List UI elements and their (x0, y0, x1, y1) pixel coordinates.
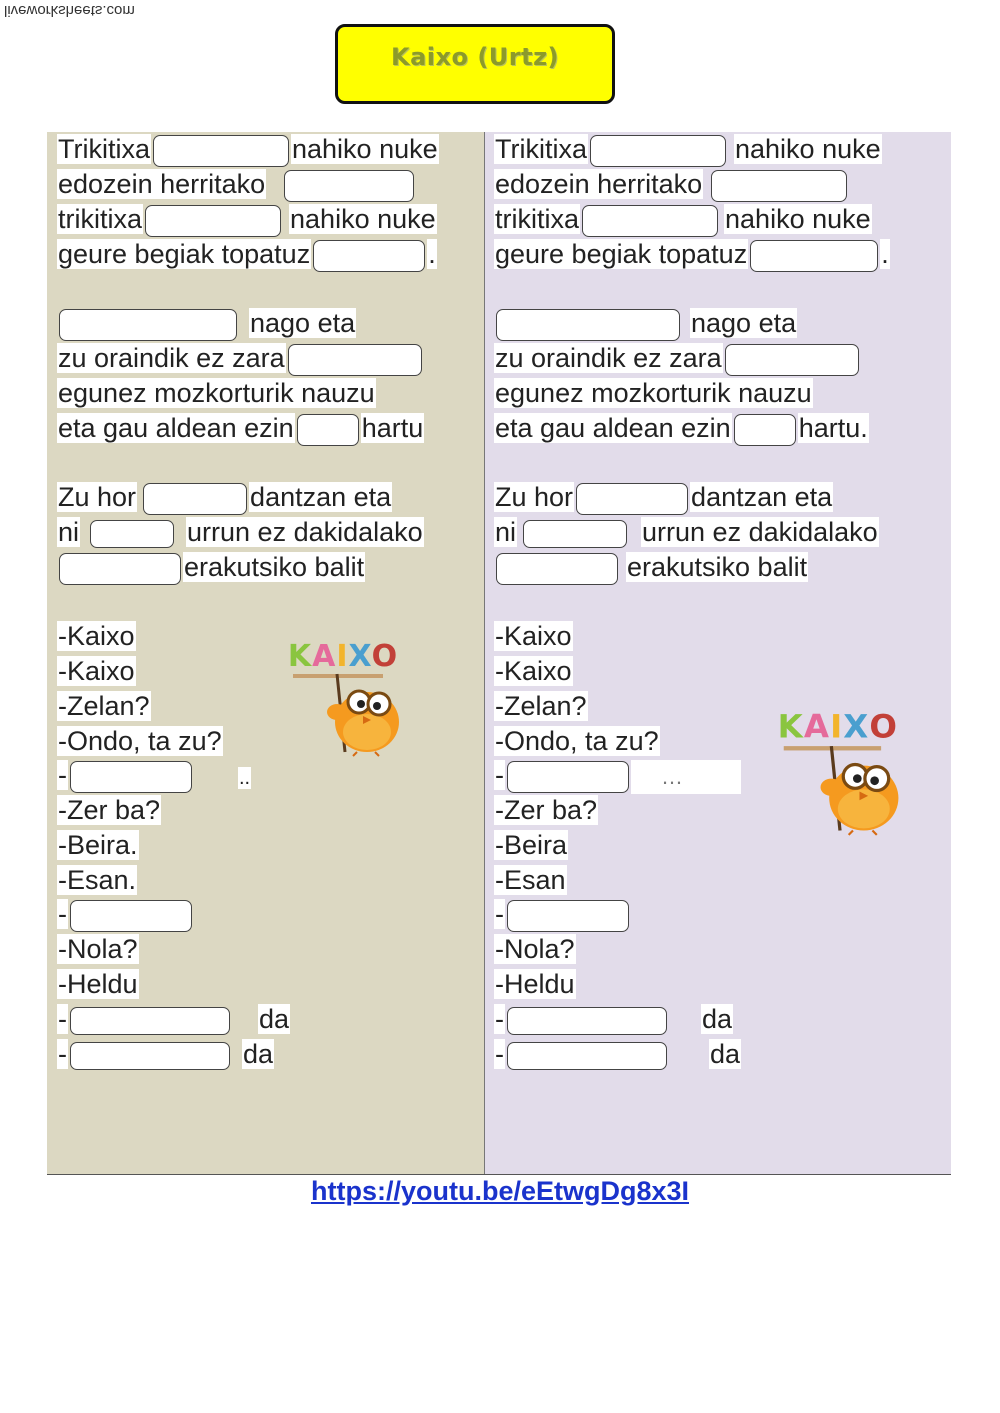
verse-line (494, 515, 879, 549)
answer-input[interactable] (725, 344, 859, 376)
verse-text: nahiko nuke (735, 134, 881, 164)
dialog-text: - (58, 760, 67, 790)
answer-input[interactable] (70, 900, 192, 932)
answer-input[interactable] (507, 1042, 667, 1070)
verse-text: hartu. (798, 413, 868, 443)
dialog-text: da (702, 1004, 733, 1034)
kaixo-sign-text: KAIXO (287, 639, 399, 674)
verse-line (57, 376, 376, 410)
dialog-text: - (58, 1004, 67, 1034)
answer-input[interactable] (507, 761, 629, 793)
verse-text: dantzan eta (691, 482, 833, 512)
dialog-text: -Heldu (495, 969, 575, 999)
watermark: liveworksheets.com (4, 2, 135, 19)
dialog-text: -Kaixo (58, 656, 135, 686)
dialog-text: -Ondo, ta zu? (495, 726, 659, 756)
dialog-line (494, 619, 573, 653)
dialog-text: da (710, 1039, 741, 1069)
answer-input[interactable] (590, 135, 726, 167)
verse-text: zu oraindik ez zara (58, 343, 285, 373)
dialog-line (57, 1002, 290, 1036)
dialog-line (57, 689, 151, 723)
answer-input[interactable] (576, 483, 688, 515)
youtube-link[interactable]: https://youtu.be/eEtwgDg8x3I (310, 1176, 690, 1206)
verse-text: geure begiak topatuz (58, 239, 311, 269)
verse-line (494, 480, 833, 514)
title-box (335, 24, 615, 104)
verse-line (57, 167, 416, 201)
verse-text: ni (58, 517, 80, 547)
verse-line (494, 550, 808, 584)
verse-line (494, 237, 890, 271)
dialog-text: -Esan. (58, 865, 137, 895)
bottom-rule (47, 1174, 951, 1175)
answer-input[interactable] (153, 135, 289, 167)
dialog-text: -Heldu (58, 969, 138, 999)
verse-text: nago eta (250, 308, 356, 338)
dialog-text: da (259, 1004, 290, 1034)
dialog-line (494, 689, 588, 723)
dialog-line (494, 793, 598, 827)
dialog-text: .. (239, 767, 251, 789)
answer-input[interactable] (59, 553, 181, 585)
verse-text: trikitixa (58, 204, 143, 234)
verse-text: eta gau aldean ezin (58, 413, 294, 443)
dialog-line (494, 654, 573, 688)
column-divider (484, 132, 485, 1174)
verse-text: dantzan eta (250, 482, 392, 512)
answer-input[interactable] (70, 1007, 230, 1035)
dialog-line (494, 1037, 741, 1071)
verse-text: Trikitixa (58, 134, 150, 164)
dialog-line (57, 654, 136, 688)
verse-text: eta gau aldean ezin (495, 413, 731, 443)
dialog-text: - (495, 1004, 504, 1034)
verse-text: erakutsiko balit (627, 552, 808, 582)
answer-input[interactable] (145, 205, 281, 237)
dialog-line (494, 897, 631, 931)
dialog-text: - (58, 899, 67, 929)
dialog-text: -Zer ba? (495, 795, 598, 825)
verse-line (494, 167, 849, 201)
verse-text: nago eta (691, 308, 797, 338)
verse-line (57, 132, 439, 166)
verse-line (494, 411, 869, 445)
dialog-text: -Beira (495, 830, 568, 860)
verse-text: geure begiak topatuz (495, 239, 748, 269)
dialog-line (494, 724, 660, 758)
verse-line (57, 237, 437, 271)
dialog-line (57, 932, 139, 966)
dialog-line (57, 724, 223, 758)
dialog-line (57, 793, 161, 827)
dialog-text: -Nola? (495, 934, 575, 964)
verse-line (57, 202, 437, 236)
verse-text: ni (495, 517, 517, 547)
dialog-line (494, 758, 741, 792)
answer-input[interactable] (288, 344, 422, 376)
verse-text: egunez mozkorturik nauzu (495, 378, 812, 408)
dialog-line (57, 863, 137, 897)
verse-line (57, 341, 424, 375)
answer-input[interactable] (711, 170, 847, 202)
answer-input[interactable] (734, 414, 796, 446)
dialog-line (494, 828, 568, 862)
dialog-line (494, 1002, 733, 1036)
dialog-text: -Ondo, ta zu? (58, 726, 222, 756)
answer-input[interactable] (523, 520, 627, 548)
verse-text: . (428, 239, 436, 269)
verse-line (57, 515, 424, 549)
answer-input[interactable] (496, 309, 680, 341)
verse-text: hartu (361, 413, 424, 443)
dialog-text: -Beira. (58, 830, 138, 860)
verse-line (494, 202, 872, 236)
dialog-line (57, 758, 251, 792)
answer-input[interactable] (496, 553, 618, 585)
chick-mascot-image (285, 636, 405, 763)
verse-line (494, 341, 861, 375)
verse-text: . (881, 239, 889, 269)
page-title: Kaixo (Urtz) (390, 43, 560, 71)
verse-text: urrun ez dakidalako (187, 517, 423, 547)
verse-text: trikitixa (495, 204, 580, 234)
answer-input[interactable] (90, 520, 174, 548)
answer-input[interactable] (507, 1007, 667, 1035)
dialog-line (494, 863, 567, 897)
dialog-text: - (58, 1039, 67, 1069)
verse-line (494, 132, 882, 166)
verse-text: Trikitixa (495, 134, 587, 164)
dialog-line (57, 619, 136, 653)
dialog-text: -Nola? (58, 934, 138, 964)
dialog-line (57, 1037, 274, 1071)
dialog-text: -Esan (495, 865, 566, 895)
answer-input[interactable] (313, 240, 425, 272)
verse-line (57, 480, 392, 514)
verse-line (57, 411, 424, 445)
answer-input[interactable] (750, 240, 878, 272)
answer-input[interactable] (284, 170, 414, 202)
answer-input[interactable] (70, 761, 192, 793)
dialog-text: da (243, 1039, 274, 1069)
answer-input[interactable] (143, 483, 247, 515)
verse-text: edozein herritako (495, 169, 703, 199)
answer-input[interactable] (70, 1042, 230, 1070)
verse-line (57, 306, 356, 340)
dialog-text: -Kaixo (495, 656, 572, 686)
verse-text: Zu hor (495, 482, 574, 512)
verse-text: egunez mozkorturik nauzu (58, 378, 375, 408)
dialog-line (57, 828, 139, 862)
dialog-line (57, 967, 139, 1001)
verse-text: Zu hor (58, 482, 137, 512)
dialog-text: - (495, 760, 504, 790)
verse-line (57, 550, 365, 584)
dialog-text: -Kaixo (58, 621, 135, 651)
kaixo-sign-text: KAIXO (777, 707, 899, 746)
chick-mascot-image (775, 705, 905, 842)
verse-text: urrun ez dakidalako (642, 517, 878, 547)
dialog-line (57, 897, 194, 931)
verse-line (494, 376, 813, 410)
dialog-text: -Kaixo (495, 621, 572, 651)
answer-input[interactable] (582, 205, 718, 237)
verse-text: zu oraindik ez zara (495, 343, 722, 373)
verse-text: nahiko nuke (725, 204, 871, 234)
dialog-text: - (495, 899, 504, 929)
dialog-text: -Zelan? (495, 691, 587, 721)
dialog-line (494, 932, 576, 966)
verse-text: nahiko nuke (292, 134, 438, 164)
verse-text: erakutsiko balit (184, 552, 365, 582)
dialog-text: … (631, 760, 741, 794)
dialog-line (494, 967, 576, 1001)
dialog-text: - (495, 1039, 504, 1069)
dialog-text: -Zelan? (58, 691, 150, 721)
verse-line (494, 306, 797, 340)
answer-input[interactable] (297, 414, 359, 446)
verse-text: edozein herritako (58, 169, 266, 199)
answer-input[interactable] (59, 309, 237, 341)
answer-input[interactable] (507, 900, 629, 932)
verse-text: nahiko nuke (290, 204, 436, 234)
dialog-text: -Zer ba? (58, 795, 161, 825)
